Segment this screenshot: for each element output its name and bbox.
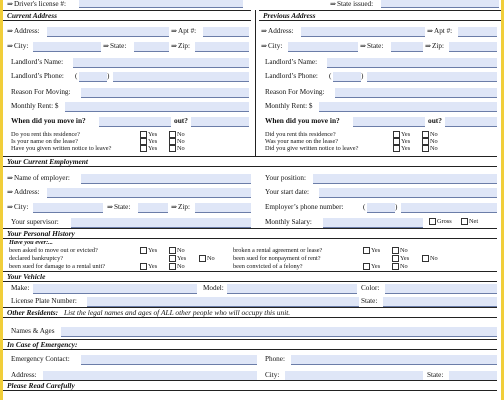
net-checkbox[interactable] bbox=[461, 218, 468, 225]
previous-zip-field[interactable] bbox=[449, 42, 497, 52]
phone-paren-close: ) bbox=[361, 72, 364, 80]
zip-arrow-icon: ⇒ bbox=[425, 42, 432, 50]
previous-rent-yes-checkbox[interactable] bbox=[393, 131, 400, 138]
current-move-in-label: When did you move in? bbox=[11, 116, 86, 125]
emergency-header: In Case of Emergency: bbox=[3, 339, 497, 350]
previous-address-header: Previous Address bbox=[259, 10, 501, 21]
previous-landlord-phone-label: Landlord’s Phone: bbox=[265, 72, 318, 80]
current-notice-yes-checkbox[interactable] bbox=[140, 145, 147, 152]
current-landlord-phone-field[interactable] bbox=[113, 72, 249, 82]
previous-notice-no-checkbox[interactable] bbox=[422, 145, 429, 152]
no-label: No bbox=[430, 131, 438, 138]
history-header: Your Personal History bbox=[3, 228, 497, 239]
no-label: No bbox=[207, 255, 215, 262]
yes-label: Yes bbox=[401, 131, 411, 138]
current-name-yes-checkbox[interactable] bbox=[140, 138, 147, 145]
history-q2: declared bankruptcy? bbox=[9, 255, 64, 262]
previous-rent-field[interactable] bbox=[319, 102, 497, 112]
start-date-field[interactable] bbox=[319, 188, 497, 198]
yes-label: Yes bbox=[148, 145, 158, 152]
current-reason-field[interactable] bbox=[81, 88, 249, 98]
current-landlord-area-code-field[interactable] bbox=[79, 72, 110, 82]
address-arrow-icon: ⇒ bbox=[261, 27, 268, 35]
current-state-label: State: bbox=[110, 42, 127, 50]
history-q4: broken a rental agreement or lease? bbox=[233, 247, 323, 254]
previous-apt-label: Apt #: bbox=[434, 27, 453, 35]
city-arrow-icon: ⇒ bbox=[261, 42, 268, 50]
apt-arrow-icon: ⇒ bbox=[171, 27, 178, 35]
no-label: No bbox=[400, 263, 408, 270]
names-ages-label: Names & Ages bbox=[11, 327, 55, 335]
column-divider bbox=[255, 10, 256, 156]
previous-state-field[interactable] bbox=[391, 42, 423, 52]
yes-label: Yes bbox=[177, 255, 187, 262]
phone-paren-close: ) bbox=[107, 72, 110, 80]
previous-q-name: Was your name on the lease? bbox=[265, 138, 339, 145]
previous-q-notice: Did you give written notice to leave? bbox=[265, 145, 359, 152]
history-q3: been sued for damage to a rental unit? bbox=[9, 263, 105, 270]
position-label: Your position: bbox=[265, 174, 307, 182]
plate-field[interactable] bbox=[87, 297, 359, 307]
state-issued-field[interactable] bbox=[381, 0, 499, 8]
emergency-state-label: State: bbox=[427, 371, 444, 379]
apt-arrow-icon: ⇒ bbox=[427, 27, 434, 35]
other-residents-header: Other Residents: List the legal names and ages of ALL other people who will occupy this unit. bbox=[3, 307, 497, 318]
names-ages-field[interactable] bbox=[61, 327, 497, 337]
phone-paren-open: ( bbox=[75, 72, 78, 80]
previous-rent-no-checkbox[interactable] bbox=[422, 131, 429, 138]
previous-q-rent: Did you rent this residence? bbox=[265, 131, 336, 138]
no-label: No bbox=[177, 145, 185, 152]
employer-city-label: City: bbox=[14, 203, 29, 211]
yes-label: Yes bbox=[148, 247, 158, 254]
current-move-in-field[interactable] bbox=[99, 117, 171, 127]
gross-checkbox[interactable] bbox=[429, 218, 436, 225]
history-q6-no-checkbox[interactable] bbox=[392, 263, 399, 270]
history-q2-yes-checkbox[interactable] bbox=[169, 255, 176, 262]
history-intro: Have you ever:... bbox=[9, 239, 53, 246]
state-arrow-icon: ⇒ bbox=[103, 42, 110, 50]
history-q5-yes-checkbox[interactable] bbox=[392, 255, 399, 262]
history-q6: been convicted of a felony? bbox=[233, 263, 303, 270]
employer-field[interactable] bbox=[81, 174, 251, 184]
employment-header: Your Current Employment bbox=[3, 156, 497, 167]
current-name-no-checkbox[interactable] bbox=[169, 138, 176, 145]
current-landlord-name-label: Landlord’s Name: bbox=[11, 58, 64, 66]
previous-landlord-name-field[interactable] bbox=[327, 58, 497, 68]
current-address-field[interactable] bbox=[47, 27, 169, 37]
employer-area-code-field[interactable] bbox=[367, 203, 398, 213]
no-label: No bbox=[177, 263, 185, 270]
model-field[interactable] bbox=[227, 284, 357, 294]
previous-notice-yes-checkbox[interactable] bbox=[393, 145, 400, 152]
current-reason-label: Reason For Moving: bbox=[11, 88, 71, 96]
current-state-field[interactable] bbox=[134, 42, 169, 52]
previous-name-yes-checkbox[interactable] bbox=[393, 138, 400, 145]
previous-state-label: State: bbox=[367, 42, 384, 50]
plate-label: License Plate Number: bbox=[11, 297, 77, 305]
supervisor-label: Your supervisor: bbox=[11, 218, 59, 226]
history-q5-no-checkbox[interactable] bbox=[422, 255, 429, 262]
previous-move-in-field[interactable] bbox=[353, 117, 425, 127]
vehicle-state-field[interactable] bbox=[383, 297, 497, 307]
employer-address-label: Address: bbox=[14, 188, 40, 196]
previous-landlord-name-label: Landlord’s Name: bbox=[265, 58, 318, 66]
gross-label: Gross bbox=[437, 218, 452, 225]
yes-label: Yes bbox=[148, 263, 158, 270]
employer-state-label: State: bbox=[114, 203, 131, 211]
emergency-phone-label: Phone: bbox=[265, 355, 285, 363]
previous-reason-label: Reason For Moving: bbox=[265, 88, 325, 96]
employer-label: Name of employer: bbox=[14, 174, 70, 182]
history-q4-yes-checkbox[interactable] bbox=[363, 247, 370, 254]
previous-out-label: out? bbox=[428, 116, 442, 125]
previous-landlord-area-code-field[interactable] bbox=[333, 72, 364, 82]
employer-arrow-icon: ⇒ bbox=[7, 174, 14, 182]
history-q2-no-checkbox[interactable] bbox=[199, 255, 206, 262]
start-date-label: Your start date: bbox=[265, 188, 309, 196]
paren-open: ( bbox=[363, 203, 366, 211]
no-label: No bbox=[177, 247, 185, 254]
no-label: No bbox=[400, 247, 408, 254]
drivers-license-label: Driver's license #: bbox=[14, 0, 66, 8]
drivers-license-field[interactable] bbox=[79, 0, 243, 8]
yes-label: Yes bbox=[371, 263, 381, 270]
no-label: No bbox=[430, 145, 438, 152]
position-field[interactable] bbox=[313, 174, 497, 184]
city-arrow-icon: ⇒ bbox=[7, 203, 14, 211]
current-address-header: Current Address bbox=[3, 10, 251, 21]
current-rent-label: Monthly Rent: $ bbox=[11, 102, 59, 110]
address-arrow-icon: ⇒ bbox=[7, 188, 14, 196]
previous-landlord-phone-field[interactable] bbox=[367, 72, 497, 82]
net-label: Net bbox=[469, 218, 479, 225]
current-rent-no-checkbox[interactable] bbox=[169, 131, 176, 138]
salary-label: Monthly Salary: bbox=[265, 218, 312, 226]
current-zip-label: Zip: bbox=[178, 42, 190, 50]
zip-arrow-icon: ⇒ bbox=[171, 42, 178, 50]
phone-paren-open: ( bbox=[329, 72, 332, 80]
previous-name-no-checkbox[interactable] bbox=[422, 138, 429, 145]
previous-reason-field[interactable] bbox=[335, 88, 497, 98]
employer-address-field[interactable] bbox=[47, 188, 251, 198]
previous-address-field[interactable] bbox=[301, 27, 425, 37]
vehicle-state-label: State: bbox=[361, 297, 378, 305]
current-apt-label: Apt #: bbox=[178, 27, 197, 35]
yes-label: Yes bbox=[400, 255, 410, 262]
address-arrow-icon: ⇒ bbox=[7, 27, 14, 35]
current-apt-field[interactable] bbox=[203, 27, 249, 37]
city-arrow-icon: ⇒ bbox=[7, 42, 14, 50]
current-q-name: Is your name on the lease? bbox=[11, 138, 78, 145]
top-arrow-icon: ⇒ bbox=[7, 0, 14, 8]
no-label: No bbox=[177, 138, 185, 145]
current-q-notice: Have you given written notice to leave? bbox=[11, 145, 112, 152]
current-out-field[interactable] bbox=[191, 117, 249, 127]
no-label: No bbox=[177, 131, 185, 138]
emergency-contact-label: Emergency Contact: bbox=[11, 355, 70, 363]
employer-phone-label: Employer’s phone number: bbox=[265, 203, 344, 211]
employer-zip-field[interactable] bbox=[195, 203, 251, 213]
paren-close: ) bbox=[395, 203, 398, 211]
history-q4-no-checkbox[interactable] bbox=[392, 247, 399, 254]
current-rent-field[interactable] bbox=[65, 102, 249, 112]
history-q1-yes-checkbox[interactable] bbox=[140, 247, 147, 254]
no-label: No bbox=[430, 255, 438, 262]
current-landlord-name-field[interactable] bbox=[73, 58, 249, 68]
make-label: Make: bbox=[11, 284, 30, 292]
previous-city-field[interactable] bbox=[288, 42, 358, 52]
yes-label: Yes bbox=[371, 247, 381, 254]
emergency-city-label: City: bbox=[265, 371, 280, 379]
state-issued-label: State issued: bbox=[337, 0, 374, 8]
current-city-label: City: bbox=[14, 42, 29, 50]
employer-city-field[interactable] bbox=[33, 203, 103, 213]
current-address-label: Address: bbox=[14, 27, 40, 35]
history-q1: been asked to move out or evicted? bbox=[9, 247, 98, 254]
state-issued-arrow-icon: ⇒ bbox=[330, 0, 337, 8]
employer-phone-field[interactable] bbox=[401, 203, 497, 213]
supervisor-field[interactable] bbox=[71, 218, 251, 228]
current-landlord-phone-label: Landlord’s Phone: bbox=[11, 72, 64, 80]
previous-out-field[interactable] bbox=[445, 117, 497, 127]
current-q-rent: Do you rent this residence? bbox=[11, 131, 80, 138]
current-out-label: out? bbox=[174, 116, 188, 125]
color-label: Color: bbox=[361, 284, 380, 292]
please-read-header: Please Read Carefully bbox=[3, 380, 497, 391]
yes-label: Yes bbox=[401, 138, 411, 145]
previous-apt-field[interactable] bbox=[458, 27, 497, 37]
state-arrow-icon: ⇒ bbox=[107, 203, 114, 211]
yes-label: Yes bbox=[401, 145, 411, 152]
yes-label: Yes bbox=[148, 138, 158, 145]
employer-state-field[interactable] bbox=[138, 203, 168, 213]
previous-zip-label: Zip: bbox=[432, 42, 444, 50]
history-q6-yes-checkbox[interactable] bbox=[363, 263, 370, 270]
make-field[interactable] bbox=[33, 284, 197, 294]
current-rent-yes-checkbox[interactable] bbox=[140, 131, 147, 138]
salary-field[interactable] bbox=[323, 218, 423, 228]
previous-city-label: City: bbox=[268, 42, 283, 50]
rental-application-form bbox=[3, 0, 501, 400]
employer-zip-label: Zip: bbox=[178, 203, 190, 211]
zip-arrow-icon: ⇒ bbox=[171, 203, 178, 211]
history-q5: been sued for nonpayment of rent? bbox=[233, 255, 321, 262]
current-notice-no-checkbox[interactable] bbox=[169, 145, 176, 152]
no-label: No bbox=[430, 138, 438, 145]
previous-rent-label: Monthly Rent: $ bbox=[265, 102, 313, 110]
current-zip-field[interactable] bbox=[195, 42, 249, 52]
emergency-address-label: Address: bbox=[11, 371, 37, 379]
yes-label: Yes bbox=[148, 131, 158, 138]
current-city-field[interactable] bbox=[33, 42, 101, 52]
history-q3-yes-checkbox[interactable] bbox=[140, 263, 147, 270]
emergency-phone-field[interactable] bbox=[291, 355, 497, 365]
vehicle-header: Your Vehicle bbox=[3, 271, 497, 282]
state-arrow-icon: ⇒ bbox=[360, 42, 367, 50]
previous-move-in-label: When did you move in? bbox=[265, 116, 340, 125]
emergency-contact-field[interactable] bbox=[81, 355, 257, 365]
previous-address-label: Address: bbox=[268, 27, 294, 35]
color-field[interactable] bbox=[385, 284, 497, 294]
history-q1-no-checkbox[interactable] bbox=[169, 247, 176, 254]
model-label: Model: bbox=[203, 284, 224, 292]
history-q3-no-checkbox[interactable] bbox=[169, 263, 176, 270]
